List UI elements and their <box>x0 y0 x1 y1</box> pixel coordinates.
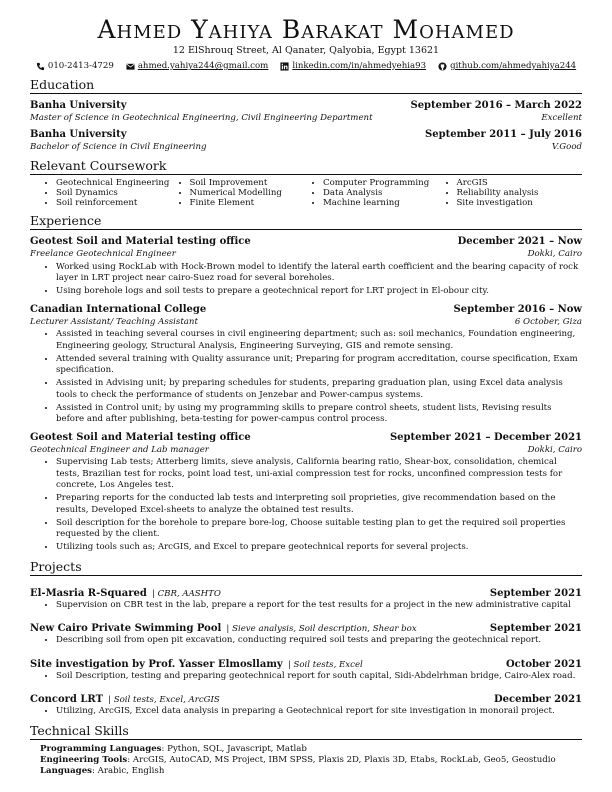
course-item: • Geotechnical Engineering <box>56 178 182 188</box>
education-dates: September 2011 – July 2016 <box>425 129 582 140</box>
project-entry <box>30 616 582 647</box>
project-entry <box>30 581 582 612</box>
bullet-item: • Utilizing tools such as; ArcGIS, and Excel to prepare geotechnical reports for several projects. <box>56 542 582 554</box>
education-dates: September 2016 – March 2022 <box>410 100 582 111</box>
school-name: Banha University <box>30 100 127 111</box>
job-role: Freelance Geotechnical Engineer <box>30 249 176 259</box>
project-date: December 2021 <box>493 694 582 705</box>
coursework-column <box>449 178 583 208</box>
project-date: October 2021 <box>505 658 582 670</box>
bullet-item: • Attended several training with Quality assurance unit; Preparing for program accreditation, course specification, Exam specification. <box>56 354 582 377</box>
job-bullets <box>30 329 582 426</box>
skill-value: ArcGIS, AutoCAD, MS Project, IBM SPSS, Plaxis 2D, Plaxis 3D, Etabs, RockLab, Geo5, Geostudio <box>132 754 556 765</box>
project-date: September 2021 <box>489 587 582 599</box>
project-bullets <box>30 600 582 612</box>
bullet-item: • Utilizing, ArcGIS, Excel data analysis in preparing a Geotechnical report for site investigation in monorail project. <box>56 706 582 718</box>
course-item: • Numerical Modelling <box>190 188 316 198</box>
person-name: Ahmed Yahiya Barakat Mohamed <box>97 15 515 44</box>
bullet-item: • Preparing reports for the conducted lab tests and interpreting soil proprieties, give recommendation based on the results, Developed Excel-sheets to analyze the obtained test results. <box>56 493 582 516</box>
organization: Geotest Soil and Material testing office <box>30 236 251 247</box>
grade: V.Good <box>551 142 582 152</box>
phone-icon <box>36 62 45 71</box>
course-item: • Soil reinforcement <box>56 198 182 208</box>
skill-value: Python, SQL, Javascript, Matlab <box>167 743 307 754</box>
skill-label: Languages <box>40 765 92 776</box>
project-header: New Cairo Private Swimming Pool | Sieve analysis, Soil description, Shear box <box>30 623 417 634</box>
github-link[interactable]: github.com/ahmedyahiya244 <box>450 61 577 71</box>
job-location: Dokki, Cairo <box>527 444 582 455</box>
contact-bar <box>30 60 582 72</box>
organization: Canadian International College <box>30 303 207 315</box>
project-header: El-Masria R-Squared | CBR, AASHTO <box>30 587 221 599</box>
job-bullets <box>30 262 582 298</box>
project-date: September 2021 <box>489 623 582 634</box>
school-name: Banha University <box>30 129 127 140</box>
grade: Excellent <box>541 113 582 123</box>
coursework-heading: Relevant Coursework <box>30 158 582 175</box>
project-tools: CBR, AASHTO <box>157 588 221 599</box>
job-role: Geotechnical Engineer and Lab manager <box>30 444 209 455</box>
degree: Bachelor of Science in Civil Engineering <box>30 142 207 152</box>
experience-heading: Experience <box>30 213 582 230</box>
email-link[interactable]: ahmed.yahiya244@gmail.com <box>137 61 269 71</box>
experience-entry <box>30 431 582 554</box>
bullet-item: • Soil description for the borehole to prepare bore-log, Choose suitable testing plan to get the required soil properties requested by the client. <box>56 518 582 541</box>
education-entry <box>30 99 582 124</box>
project-tools: Soil tests, Excel, ArcGIS <box>113 695 220 705</box>
education-entry <box>30 128 582 153</box>
project-name: Concord LRT <box>30 694 104 705</box>
course-item: • Computer Programming <box>323 178 449 188</box>
linkedin-contact[interactable] <box>280 60 426 72</box>
course-item: • Data Analysis <box>323 188 449 198</box>
education-heading: Education <box>30 77 582 94</box>
project-name: Site investigation by Prof. Yasser Elmosllamy <box>30 658 283 670</box>
skill-row: Programming Languages: Python, SQL, Javascript, Matlab <box>40 743 307 754</box>
project-entry <box>30 687 582 718</box>
experience-entry <box>30 235 582 298</box>
course-item: • Site investigation <box>457 198 583 208</box>
skill-value: Arabic, English <box>97 765 165 776</box>
envelope-icon <box>126 62 135 71</box>
bullet-item: • Describing soil from open pit excavation, conducting required soil tests and preparing the geotechnical report. <box>56 635 582 647</box>
job-bullets <box>30 457 582 554</box>
bullet-item: • Supervision on CBR test in the lab, prepare a report for the test results for a project in the new administrative capital <box>56 600 582 612</box>
bullet-item: • Using borehole logs and soil tests to prepare a geotechnical report for LRT project in El-obour city. <box>56 286 582 298</box>
bullet-item: • Assisted in Control unit; by using my programming skills to prepare control sheets, student lists, Revising results before and after publishing, beta-testing for power-campus control process. <box>56 403 582 426</box>
course-item: • ArcGIS <box>457 178 583 188</box>
project-header: Concord LRT | Soil tests, Excel, ArcGIS <box>30 694 220 705</box>
job-location: 6 October, Giza <box>514 316 582 327</box>
skills-heading: Technical Skills <box>30 723 582 740</box>
address: 12 ElShrouq Street, Al Qanater, Qalyobia, Egypt 13621 <box>172 45 440 56</box>
bullet-item: • Assisted in teaching several courses in civil engineering department; such as: soil mechanics, Foundation engineering, Engineering geology, Structural Analysis, Engineering Surveying, GIS and remote sensing. <box>56 329 582 352</box>
projects-heading: Projects <box>30 559 582 576</box>
organization: Geotest Soil and Material testing office <box>30 431 251 443</box>
skill-row: Languages: Arabic, English <box>40 765 165 776</box>
project-bullets <box>30 706 582 718</box>
project-tools: Sieve analysis, Soil description, Shear box <box>232 624 417 634</box>
coursework-grid <box>30 178 582 208</box>
coursework-column <box>48 178 182 208</box>
job-location: Dokki, Cairo <box>527 249 582 259</box>
job-dates: September 2021 – December 2021 <box>389 431 582 443</box>
email-contact[interactable] <box>126 60 269 72</box>
skill-label: Engineering Tools <box>40 754 128 765</box>
course-item: • Soil Dynamics <box>56 188 182 198</box>
github-icon <box>438 62 447 71</box>
experience-entry <box>30 303 582 426</box>
project-bullets <box>30 635 582 647</box>
project-name: New Cairo Private Swimming Pool <box>30 623 222 634</box>
linkedin-icon <box>280 62 289 71</box>
phone-number: 010-2413-4729 <box>47 61 114 71</box>
phone-contact <box>36 60 114 72</box>
project-name: El-Masria R-Squared <box>30 587 147 599</box>
project-header: Site investigation by Prof. Yasser Elmosllamy | Soil tests, Excel <box>30 658 363 670</box>
job-dates: December 2021 – Now <box>457 236 582 247</box>
bullet-item: • Supervising Lab tests; Atterberg limits, sieve analysis, California bearing ratio, Shear-box, consolidation, chemical tests, Brazilian test for rocks, point load test, uni-axial compression test for rocks, unconfined compression tests for concrete, Los Angeles test. <box>56 457 582 492</box>
course-item: • Soil Improvement <box>190 178 316 188</box>
course-item: • Finite Element <box>190 198 316 208</box>
project-bullets <box>30 671 582 683</box>
job-role: Lecturer Assistant/ Teaching Assistant <box>30 316 198 327</box>
bullet-item: • Worked using RockLab with Hock-Brown model to identify the lateral earth coefficient and the bearing capacity of rock layer in LRT project near cairo-Suez road for several boreholes. <box>56 262 582 285</box>
skill-label: Programming Languages <box>40 743 162 754</box>
project-entry <box>30 652 582 683</box>
coursework-column <box>315 178 449 208</box>
degree: Master of Science in Geotechnical Engineering, Civil Engineering Department <box>30 113 373 123</box>
coursework-column <box>182 178 316 208</box>
bullet-item: • Soil Description, testing and preparing geotechnical report for south capital, Sidi-Abdelrhman bridge, Cairo-Alex road. <box>56 671 582 683</box>
bullet-item: • Assisted in Advising unit; by preparing schedules for students, preparing graduation plan, using Excel data analysis tools to check the performance of students on Jenzebar and Power-campus systems. <box>56 378 582 401</box>
course-item: • Machine learning <box>323 198 449 208</box>
course-item: • Reliability analysis <box>457 188 583 198</box>
skills-list <box>30 744 582 777</box>
job-dates: September 2016 – Now <box>453 303 582 315</box>
project-tools: Soil tests, Excel <box>293 659 363 670</box>
skill-row: Engineering Tools: ArcGIS, AutoCAD, MS Project, IBM SPSS, Plaxis 2D, Plaxis 3D, Etabs, RockLab, Geo5, Geostudio <box>40 754 556 765</box>
linkedin-link[interactable]: linkedin.com/in/ahmedyehia93 <box>292 61 427 71</box>
github-contact[interactable] <box>438 60 576 72</box>
